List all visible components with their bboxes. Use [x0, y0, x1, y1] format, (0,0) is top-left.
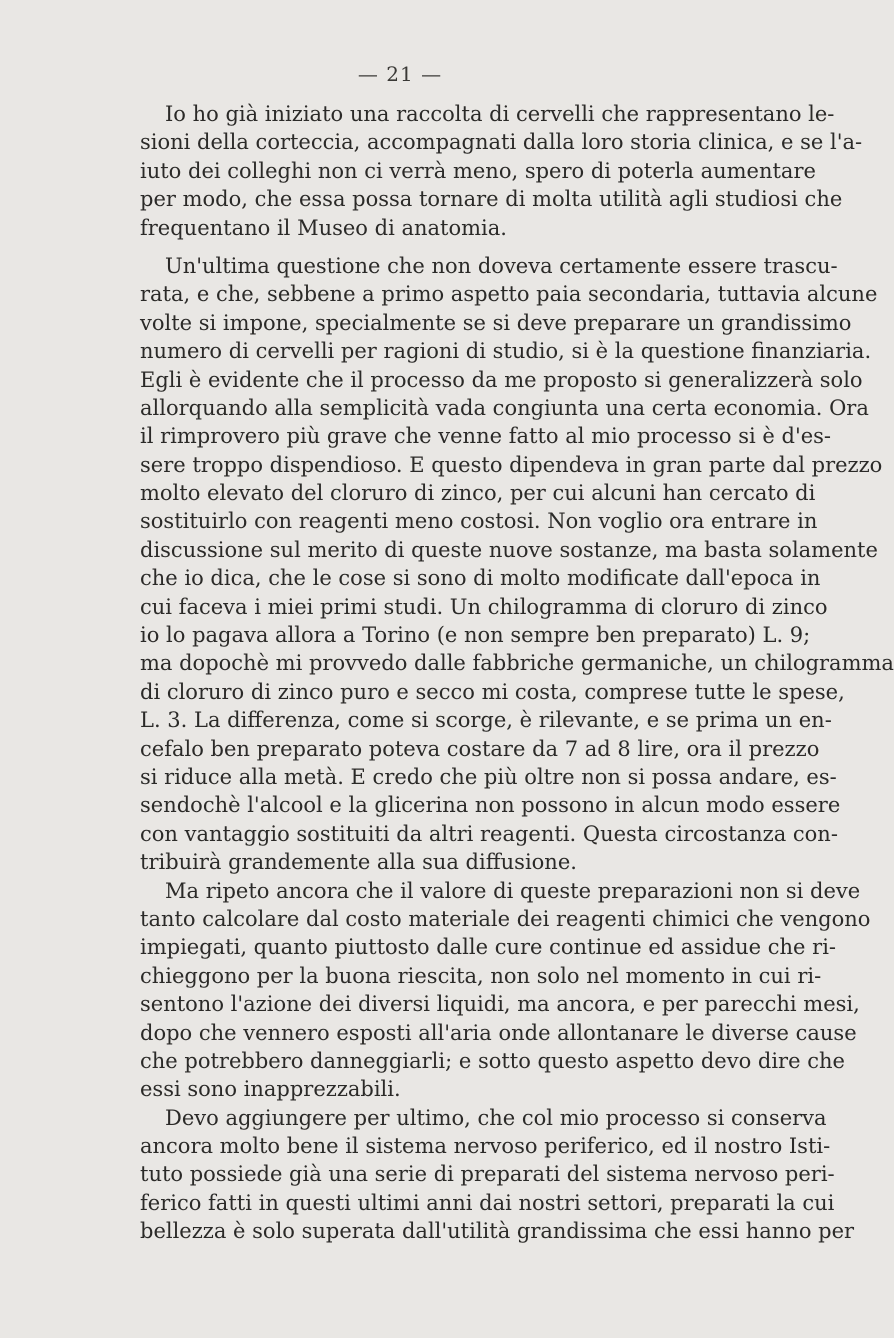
paragraph-1 [140, 100, 863, 242]
text-line: numero di cervelli per ragioni di studio, si è la questione finanziaria. [140, 339, 872, 364]
text-line: cefalo ben preparato poteva costare da 7 ad 8 lire, ora il prezzo [140, 736, 820, 761]
text-line: io lo pagava allora a Torino (e non sempre ben preparato) L. 9; [140, 623, 811, 648]
text-line: rata, e che, sebbene a primo aspetto paia secondaria, tuttavia alcune [140, 282, 878, 307]
paragraph-2 [140, 252, 894, 877]
text-line: che potrebbero danneggiarli; e sotto questo aspetto devo dire che [140, 1048, 845, 1073]
text-line: ancora molto bene il sistema nervoso periferico, ed il nostro Isti- [140, 1134, 831, 1159]
text-line: sere troppo dispendioso. E questo dipendeva in gran parte dal prezzo [140, 452, 883, 477]
text-line: tuto possiede già una serie di preparati del sistema nervoso peri- [140, 1162, 835, 1187]
text-line: di cloruro di zinco puro e secco mi costa, comprese tutte le spese, [140, 679, 845, 704]
text-line: si riduce alla metà. E credo che più oltre non si possa andare, es- [140, 764, 837, 789]
text-line: chieggono per la buona riescita, non solo nel momento in cui ri- [140, 963, 822, 988]
text-line: molto elevato del cloruro di zinco, per cui alcuni han cercato di [140, 481, 816, 506]
text-line: Devo aggiungere per ultimo, che col mio processo si conserva [165, 1105, 827, 1130]
text-line: tanto calcolare dal costo materiale dei reagenti chimici che vengono [140, 906, 871, 931]
paragraph-4 [140, 1104, 855, 1246]
text-line: Io ho già iniziato una raccolta di cervelli che rappresentano le- [165, 102, 835, 126]
body-text [140, 100, 894, 1246]
text-line: essi sono inapprezzabili. [140, 1077, 401, 1102]
text-line: ferico fatti in questi ultimi anni dai nostri settori, preparati la cui [140, 1190, 835, 1215]
text-line: sentono l'azione dei diversi liquidi, ma ancora, e per parecchi mesi, [140, 992, 860, 1017]
text-line: cui faceva i miei primi studi. Un chilogramma di cloruro di zinco [140, 594, 828, 619]
text-line: per modo, che essa possa tornare di molta utilità agli studiosi che [140, 187, 843, 212]
text-line: ma dopochè mi provvedo dalle fabbriche germaniche, un chilogramma [140, 651, 894, 676]
text-line: il rimprovero più grave che venne fatto al mio processo si è d'es- [140, 424, 832, 449]
paragraph-3 [140, 877, 871, 1104]
text-line: Egli è evidente che il processo da me proposto si generalizzerà solo [140, 367, 863, 392]
text-line: iuto dei colleghi non ci verrà meno, spero di poterla aumentare [140, 158, 816, 183]
text-line: impiegati, quanto piuttosto dalle cure continue ed assidue che ri- [140, 935, 837, 960]
text-line: sendochè l'alcool e la glicerina non possono in alcun modo essere [140, 793, 841, 818]
text-line: sioni della corteccia, accompagnati dalla loro storia clinica, e se l'a- [140, 130, 863, 155]
text-line: frequentano il Museo di anatomia. [140, 215, 507, 240]
text-line: tribuirà grandemente alla sua diffusione. [140, 850, 577, 875]
text-line: che io dica, che le cose si sono di molto modificate dall'epoca in [140, 566, 821, 591]
text-line: sostituirlo con reagenti meno costosi. Non voglio ora entrare in [140, 509, 818, 534]
text-line: Un'ultima questione che non doveva certamente essere trascu- [165, 253, 838, 278]
text-line: L. 3. La differenza, come si scorge, è rilevante, e se prima un en- [140, 708, 832, 733]
text-line: volte si impone, specialmente se si deve preparare un grandissimo [140, 310, 852, 335]
text-line: dopo che vennero esposti all'aria onde allontanare le diverse cause [140, 1020, 857, 1045]
page-number: — 21 — [357, 62, 443, 86]
text-line: discussione sul merito di queste nuove sostanze, ma basta solamente [140, 537, 878, 562]
text-line: bellezza è solo superata dall'utilità grandissima che essi hanno per [140, 1219, 855, 1244]
text-line: allorquando alla semplicità vada congiunta una certa economia. Ora [140, 395, 869, 420]
text-line: Ma ripeto ancora che il valore di queste preparazioni non si deve [165, 878, 861, 903]
text-line: con vantaggio sostituiti da altri reagenti. Questa circostanza con- [140, 821, 838, 846]
